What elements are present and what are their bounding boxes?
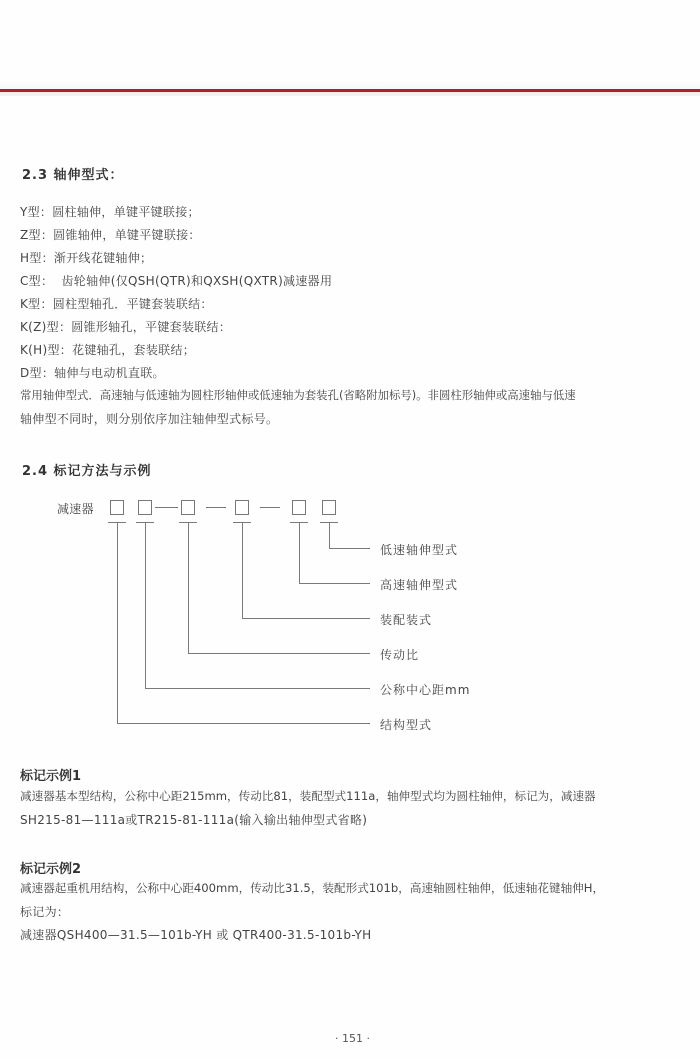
leader-stem-high-speed [299,522,300,584]
separator-dash [206,507,226,508]
example-2-line3: 减速器QSH400—31.5—101b-YH 或 QTR400-31.5-101b-YH [20,928,372,942]
shaft-type-kh: K(H)型：花键轴孔，套装联结； [20,343,196,357]
leader-branch-low-speed [329,548,370,549]
code-box-ratio [181,500,195,515]
section-2-4-title: 2.4 标记方法与示例 [22,464,152,479]
example-1-title: 标记示例1 [20,769,82,784]
label-transmission-ratio: 传动比 [380,648,420,662]
shaft-type-h: H型：渐开线花键轴伸； [20,251,153,265]
leader-stem-low-speed [329,522,330,549]
leader-stem-structure [117,522,118,724]
shaft-type-y: Y型：圆柱轴伸，单键平键联接； [20,205,200,219]
shaft-type-note-line1: 常用轴伸型式．高速轴与低速轴为圆柱形轴伸或低速轴为套装孔(省略附加标号)。非圆柱形轴伸或高速轴与低速 [20,388,576,402]
label-structure-type: 结构型式 [380,718,433,732]
code-box-center-distance [138,500,152,515]
leader-branch-ratio [188,653,370,654]
code-box-assembly [235,500,249,515]
shaft-type-c: C型： 齿轮轴伸(仅QSH(QTR)和QXSH(QXTR)减速器用 [20,274,333,288]
label-high-speed-shaft-type: 高速轴伸型式 [380,578,459,592]
label-low-speed-shaft-type: 低速轴伸型式 [380,543,459,557]
leader-branch-center-distance [145,688,370,689]
code-box-structure [110,500,124,515]
shaft-type-k: K型：圆柱型轴孔．平键套装联结： [20,297,213,311]
shaft-type-d: D型：轴伸与电动机直联。 [20,366,165,380]
label-nominal-center-distance: 公称中心距mm [380,683,471,697]
leader-branch-assembly [242,618,370,619]
separator-dash [155,507,178,508]
leader-branch-high-speed [299,583,370,584]
label-assembly-type: 装配装式 [380,613,433,627]
leader-stem-center-distance [145,522,146,689]
shaft-type-kz: K(Z)型：圆锥形轴孔，平键套装联结： [20,320,232,334]
example-2-line1: 减速器起重机用结构，公称中心距400mm，传动比31.5，装配形式101b，高速轴圆柱轴伸，低速轴花键轴伸H， [20,881,605,895]
code-box-low-speed-shaft [322,500,336,515]
example-1-line1: 减速器基本型结构，公称中心距215mm，传动比81，装配型式111a，轴伸型式均为圆柱轴伸，标记为，减速器 [20,789,596,803]
section-2-3-title: 2.3 轴伸型式： [22,168,124,183]
code-box-high-speed-shaft [292,500,306,515]
shaft-type-note-line2: 轴伸型不同时，则分别依序加注轴伸型式标号。 [20,412,279,426]
example-1-line2: SH215-81—111a或TR215-81-111a(输入输出轴伸型式省略) [20,813,368,827]
header-rule-shadow [0,92,700,96]
example-2-line2: 标记为： [20,905,70,919]
shaft-type-z: Z型：圆锥轴伸，单键平键联接： [20,228,201,242]
separator-dash [260,507,280,508]
diagram-prefix: 减速器 [57,502,94,516]
leader-branch-structure [117,723,370,724]
leader-stem-ratio [188,522,189,654]
leader-stem-assembly [242,522,243,619]
page-number: · 151 · [335,1032,370,1045]
example-2-title: 标记示例2 [20,862,82,877]
